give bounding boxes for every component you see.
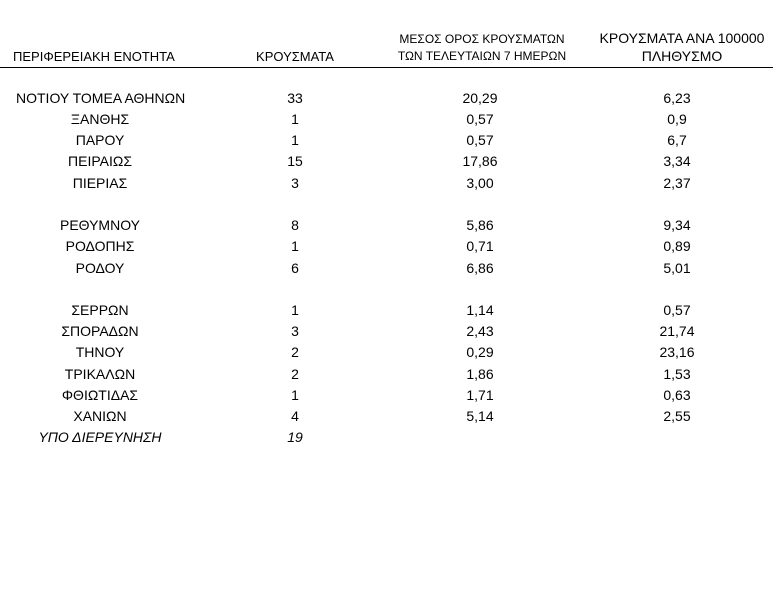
cell-cases: 1: [291, 302, 299, 318]
cell-avg7: 1,14: [466, 302, 494, 318]
cell-region: ΠΙΕΡΙΑΣ: [72, 175, 128, 191]
cell-avg7: 3,00: [466, 175, 494, 191]
cell-cases: 8: [291, 217, 299, 233]
header-divider: [0, 67, 773, 68]
cell-avg7: 0,57: [466, 132, 494, 148]
cell-region: ΞΑΝΘΗΣ: [70, 111, 130, 127]
cell-region: ΡΕΘΥΜΝΟΥ: [59, 217, 140, 233]
table-row: [0, 321, 784, 342]
cell-region: ΣΕΡΡΩΝ: [71, 302, 129, 318]
cell-avg7: 0,29: [466, 344, 494, 360]
table-row: [0, 385, 784, 406]
cell-cases: 15: [287, 153, 303, 169]
cell-region: ΡΟΔΟΠΗΣ: [65, 238, 135, 254]
cell-per100k: 2,55: [663, 408, 691, 424]
cell-region: ΠΑΡΟΥ: [75, 132, 125, 148]
cell-avg7: 20,29: [462, 90, 498, 106]
table-row: [0, 236, 784, 257]
table-row: [0, 151, 784, 172]
cell-cases: 2: [291, 366, 299, 382]
table-row: [0, 130, 784, 151]
cell-avg7: 1,71: [466, 387, 494, 403]
header-per-line1: ΚΡΟΥΣΜΑΤΑ ΑΝΑ 100000: [599, 30, 765, 46]
cell-cases: 1: [291, 387, 299, 403]
cell-per100k: 2,37: [663, 175, 691, 191]
cell-per100k: 0,9: [667, 111, 687, 127]
cell-cases: 6: [291, 260, 299, 276]
cell-region: ΦΘΙΩΤΙΔΑΣ: [61, 387, 139, 403]
cell-avg7: 5,86: [466, 217, 494, 233]
cell-per100k: 0,63: [663, 387, 691, 403]
cell-region: ΣΠΟΡΑΔΩΝ: [61, 323, 139, 339]
table-row: [0, 258, 784, 279]
cell-per100k: 21,74: [659, 323, 695, 339]
cell-avg7: 0,71: [466, 238, 494, 254]
cell-cases: 33: [287, 90, 303, 106]
cell-per100k: 23,16: [659, 344, 695, 360]
table-row: [0, 364, 784, 385]
cell-cases: 3: [291, 323, 299, 339]
cell-region: ΤΡΙΚΑΛΩΝ: [64, 366, 136, 382]
cell-region: ΝΟΤΙΟΥ ΤΟΜΕΑ ΑΘΗΝΩΝ: [16, 90, 186, 106]
cell-avg7: 0,57: [466, 111, 494, 127]
table-row: [0, 406, 784, 427]
table-row: [0, 88, 784, 109]
cell-region: ΧΑΝΙΩΝ: [73, 408, 127, 424]
cell-cases: 1: [291, 238, 299, 254]
cell-per100k: 0,89: [663, 238, 691, 254]
cell-region: ΡΟΔΟΥ: [75, 260, 125, 276]
cell-cases: 1: [291, 111, 299, 127]
cell-per100k: 1,53: [663, 366, 691, 382]
cell-cases: 2: [291, 344, 299, 360]
cell-region: ΤΗΝΟΥ: [75, 344, 125, 360]
cell-per100k: 0,57: [663, 302, 691, 318]
cell-avg7: 5,14: [466, 408, 494, 424]
cell-per100k: 5,01: [663, 260, 691, 276]
cell-avg7: 6,86: [466, 260, 494, 276]
header-region: ΠΕΡΙΦΕΡΕΙΑΚΗ ΕΝΟΤΗΤΑ: [13, 49, 175, 64]
cell-cases: 3: [291, 175, 299, 191]
table-row: [0, 173, 784, 194]
cell-avg7: 17,86: [462, 153, 498, 169]
table-row: [0, 109, 784, 130]
cell-cases: 1: [291, 132, 299, 148]
header-avg-line2: ΤΩΝ ΤΕΛΕΥΤΑΙΩΝ 7 ΗΜΕΡΩΝ: [397, 49, 567, 63]
cell-region: ΥΠΟ ΔΙΕΡΕΥΝΗΣΗ: [38, 429, 162, 445]
cell-per100k: 9,34: [663, 217, 691, 233]
cell-per100k: 3,34: [663, 153, 691, 169]
under-investigation-row: [0, 427, 784, 448]
header-cases: ΚΡΟΥΣΜΑΤΑ: [256, 49, 334, 64]
table-row: [0, 342, 784, 363]
cell-avg7: 2,43: [466, 323, 494, 339]
cell-per100k: 6,23: [663, 90, 691, 106]
cell-per100k: 6,7: [667, 132, 687, 148]
header-per-line2: ΠΛΗΘΥΣΜΟ: [641, 48, 723, 64]
cell-region: ΠΕΙΡΑΙΩΣ: [68, 153, 132, 169]
cell-cases: 4: [291, 408, 299, 424]
header-avg-line1: ΜΕΣΟΣ ΟΡΟΣ ΚΡΟΥΣΜΑΤΩΝ: [399, 32, 565, 46]
cell-avg7: 1,86: [466, 366, 494, 382]
table-row: [0, 300, 784, 321]
header-per-100k: [582, 29, 782, 65]
header-avg-7-days: [382, 31, 582, 65]
table-row: [0, 215, 784, 236]
cell-cases: 19: [287, 429, 303, 445]
